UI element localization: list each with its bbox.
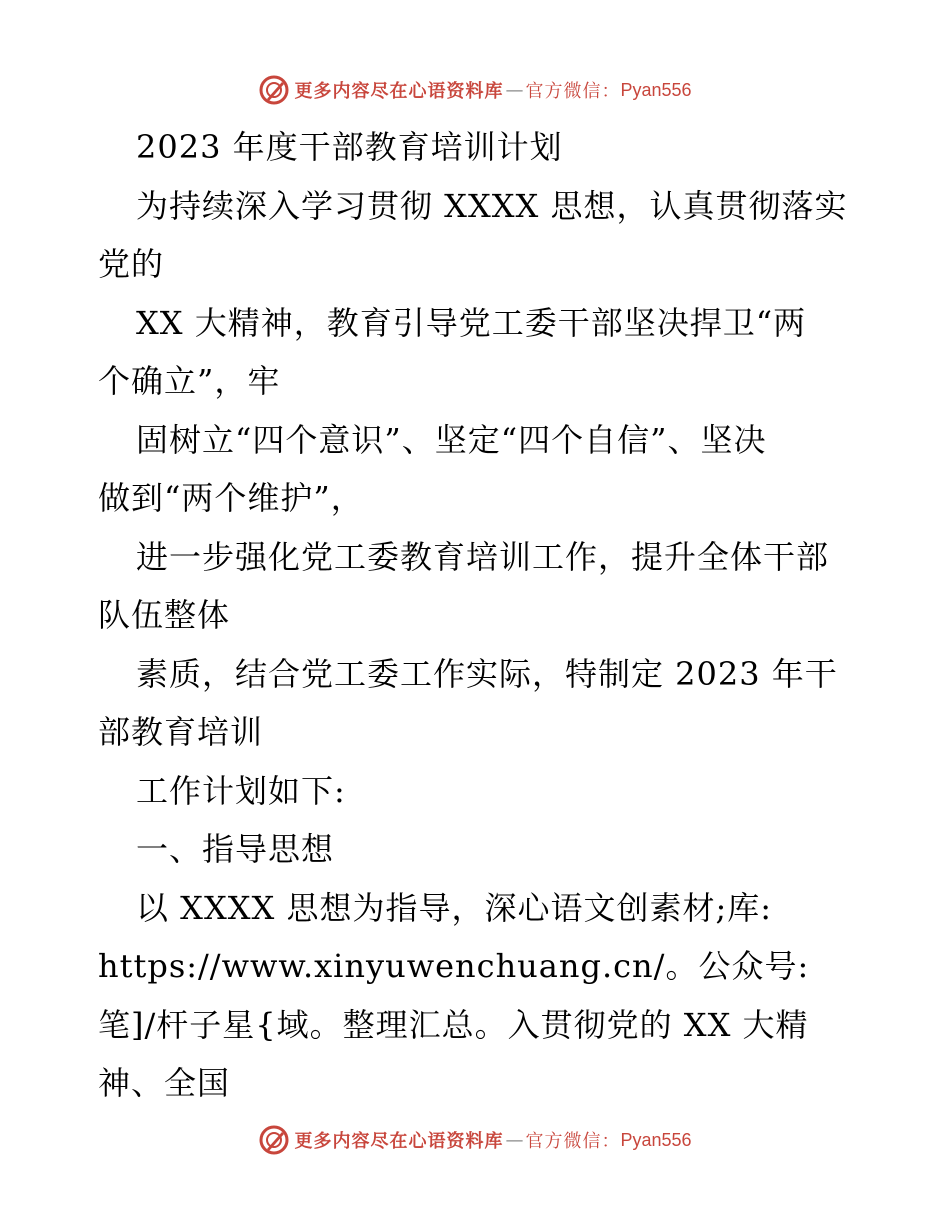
paragraph-line: 党的 [98,245,165,283]
footer-banner [0,1120,950,1160]
brand-logo-icon [258,1124,290,1156]
banner-separator: — [505,1129,524,1151]
paragraph-line: 固树立“四个意识”、坚定“四个自信”、坚决 [136,420,767,459]
paragraph-line: https://www.xinyuwenchuang.cn/。公众号: [98,947,810,985]
paragraph-line: 神、全国 [98,1064,231,1102]
paragraph-line: 进一步强化党工委教育培训工作，提升全体干部 [136,537,830,576]
document-title: 2023 年度干部教育培训计划 [136,128,563,166]
banner-brand-text: 更多内容尽在心语资料库 [294,81,504,102]
document-body [98,118,858,1113]
paragraph-line: 以 XXXX 思想为指导，深心语文创素材;库: [136,888,773,927]
paragraph-line: 素质，结合党工委工作实际，特制定 2023 年干 [136,654,838,693]
paragraph-line: 队伍整体 [98,596,231,634]
paragraph-line: XX 大精神，教育引导党工委干部坚决捍卫“两 [136,303,807,342]
paragraph-line: 个确立”，牢 [98,362,281,400]
banner-wechat-label: 官方微信： [525,81,621,102]
header-banner [0,70,950,110]
paragraph-line: 做到“两个维护”， [98,479,364,517]
banner-wechat-id: Pyan556 [620,1129,692,1150]
paragraph-line: 为持续深入学习贯彻 XXXX 思想，认真贯彻落实 [136,186,848,225]
banner-brand-text: 更多内容尽在心语资料库 [294,1131,504,1152]
brand-logo-icon [258,74,290,106]
banner-wechat-id: Pyan556 [620,79,692,100]
banner-wechat-label: 官方微信： [525,1131,621,1152]
paragraph-line: 笔]/杆子星{域。整理汇总。入贯彻党的 XX 大精 [98,1005,809,1044]
banner-separator: — [505,79,524,101]
paragraph-line: 工作计划如下: [136,771,346,810]
paragraph-line: 部教育培训 [98,713,264,751]
section-heading: 一、指导思想 [136,830,335,868]
